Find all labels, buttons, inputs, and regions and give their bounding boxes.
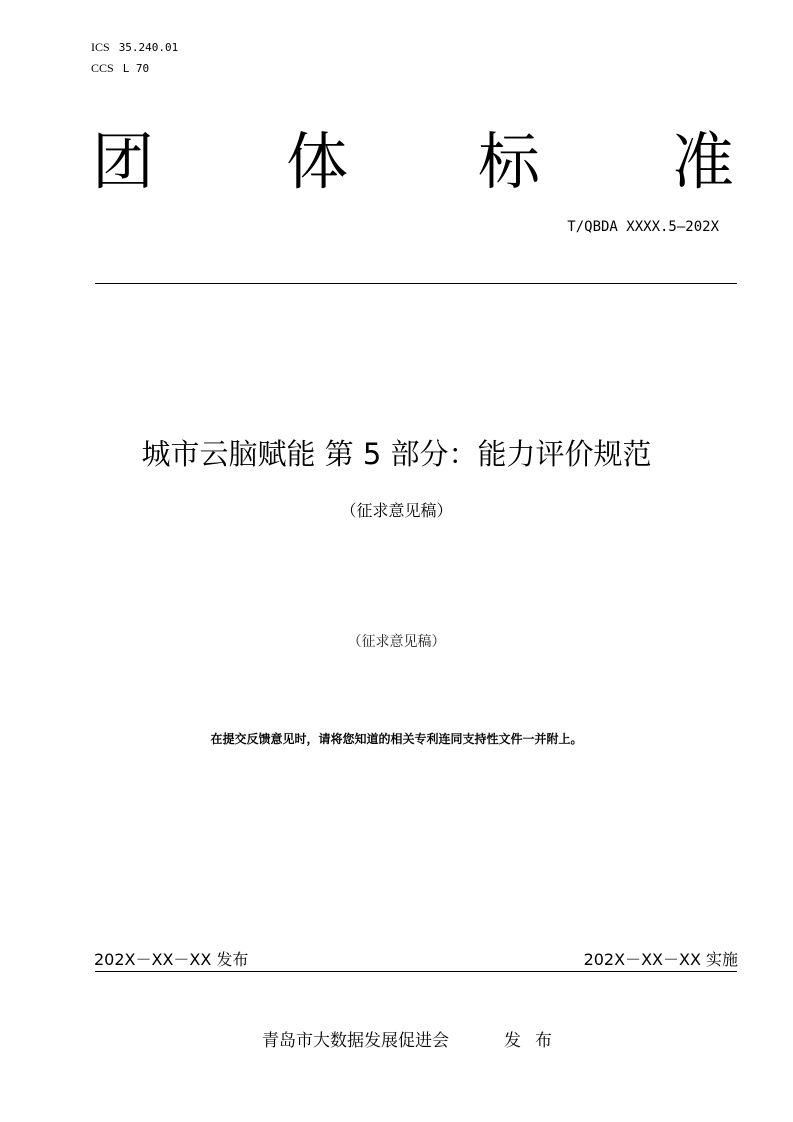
publish-date: 202X－XX－XX 发布 xyxy=(94,950,249,969)
ics-label: ICS xyxy=(91,40,110,54)
patent-notice: 在提交反馈意见时，请将您知道的相关专利连同支持性文件一并附上。 xyxy=(210,732,583,746)
ccs-code: L 70 xyxy=(122,62,150,75)
top-divider xyxy=(95,283,737,284)
standard-type-char-4: 准 xyxy=(672,125,735,198)
ics-code: 35.240.01 xyxy=(118,41,179,54)
document-title: 城市云脑赋能 第 5 部分：能力评价规范 xyxy=(141,437,652,471)
document-subtitle-secondary: （征求意见稿） xyxy=(347,634,446,650)
bottom-divider xyxy=(95,971,737,972)
document-subtitle: （征求意见稿） xyxy=(340,501,453,520)
issuer-name: 青岛市大数据发展促进会 xyxy=(262,1031,449,1051)
standard-type-char-3: 标 xyxy=(478,125,541,198)
ccs-label: CCS xyxy=(91,61,114,75)
ccs-classification xyxy=(91,61,149,76)
implement-date: 202X－XX－XX 实施 xyxy=(583,950,738,969)
standard-type-char-1: 团 xyxy=(92,125,155,198)
standard-number: T/QBDA XXXX.5—202X xyxy=(567,219,719,235)
issuer-verb: 发布 xyxy=(504,1031,566,1051)
standard-type-char-2: 体 xyxy=(286,125,349,198)
ics-classification xyxy=(91,40,178,55)
